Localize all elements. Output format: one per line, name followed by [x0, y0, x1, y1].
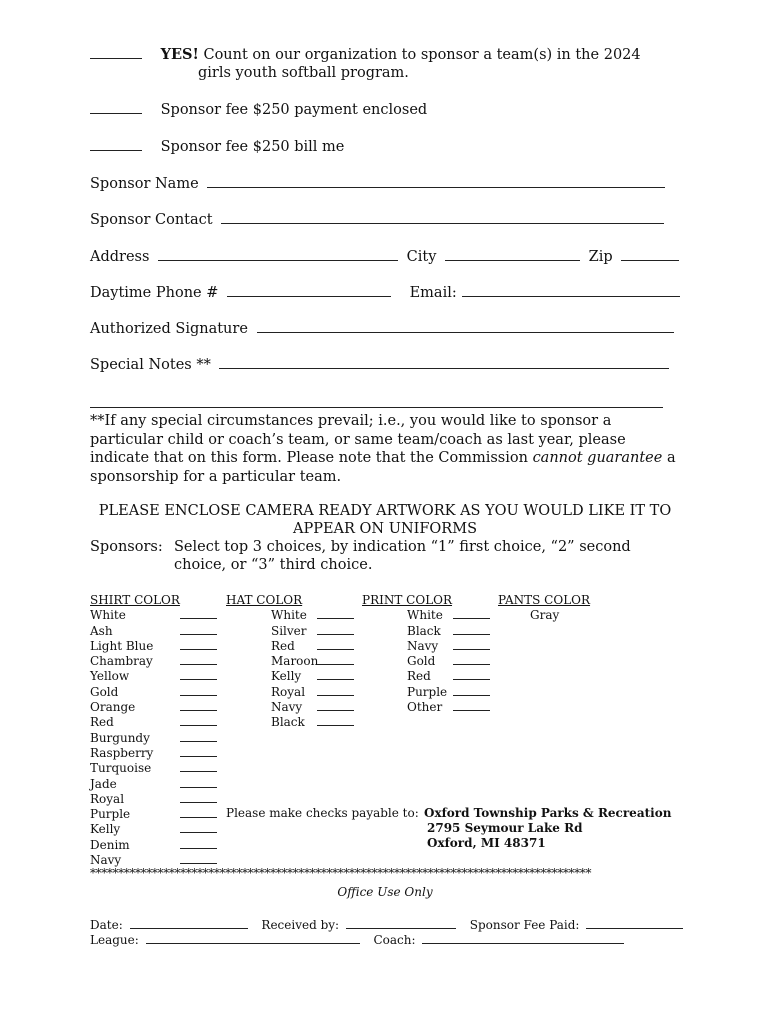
- shirt-color-label: Jade: [90, 776, 117, 791]
- artwork-line1: PLEASE ENCLOSE CAMERA READY ARTWORK AS YOU WOULD LIKE IT TO: [98, 503, 672, 519]
- pants-color-column: [498, 593, 590, 624]
- shirt-color-item: [90, 639, 217, 654]
- yes-label: YES!: [160, 46, 199, 63]
- print-color-label: Black: [407, 623, 441, 638]
- print-color-choice-field[interactable]: [453, 624, 490, 635]
- pants-color-header: PANTS COLOR: [498, 593, 591, 607]
- print-color-label: Other: [407, 700, 443, 715]
- received-field[interactable]: [346, 918, 456, 929]
- phone-row: [90, 284, 680, 301]
- zip-label: Zip: [588, 249, 613, 265]
- hat-color-choice-field[interactable]: [317, 669, 354, 680]
- shirt-color-header: SHIRT COLOR: [90, 593, 180, 607]
- phone-label: Daytime Phone #: [90, 285, 219, 301]
- print-color-item: [407, 685, 490, 700]
- print-color-choice-field[interactable]: [453, 639, 490, 650]
- zip-field[interactable]: [621, 248, 679, 261]
- print-color-label: Navy: [407, 638, 439, 653]
- stars-divider: *****************************************************************************************: [90, 866, 592, 880]
- league-field[interactable]: [146, 933, 360, 944]
- shirt-color-choice-field[interactable]: [180, 838, 217, 849]
- fee-bill-blank[interactable]: [90, 138, 142, 151]
- print-color-item: [407, 700, 490, 715]
- shirt-color-label: Raspberry: [90, 745, 154, 760]
- received-label: Received by:: [261, 918, 340, 932]
- sponsor-contact-field[interactable]: [221, 211, 664, 224]
- shirt-color-choice-field[interactable]: [180, 777, 217, 788]
- shirt-color-choice-field[interactable]: [180, 669, 217, 680]
- shirt-color-item: [90, 731, 217, 746]
- hat-color-item: [271, 685, 354, 700]
- shirt-color-choice-field[interactable]: [180, 746, 217, 757]
- shirt-color-item: [90, 807, 217, 822]
- shirt-color-item: [90, 715, 217, 730]
- hat-color-item: [271, 700, 354, 715]
- shirt-color-choice-field[interactable]: [180, 685, 217, 696]
- payable-street: 2795 Seymour Lake Rd: [427, 821, 583, 835]
- hat-color-label: White: [271, 608, 307, 623]
- date-label: Date:: [90, 918, 123, 932]
- shirt-color-label: Navy: [90, 853, 122, 868]
- print-color-choice-field[interactable]: [453, 669, 490, 680]
- notes-label: Special Notes **: [90, 357, 211, 373]
- shirt-color-label: White: [90, 608, 126, 623]
- artwork-line2: APPEAR ON UNIFORMS: [292, 521, 478, 537]
- hat-color-choice-field[interactable]: [317, 639, 354, 650]
- print-color-label: Purple: [407, 684, 448, 699]
- shirt-color-label: Gold: [90, 684, 119, 699]
- shirt-color-label: Yellow: [90, 669, 130, 684]
- shirt-color-choice-field[interactable]: [180, 639, 217, 650]
- shirt-color-choice-field[interactable]: [180, 624, 217, 635]
- office-row-1: [90, 918, 683, 932]
- shirt-color-choice-field[interactable]: [180, 792, 217, 803]
- shirt-color-item: [90, 608, 217, 623]
- shirt-color-column: [90, 593, 217, 868]
- sponsors-instr-line2: choice, or “3” third choice.: [174, 557, 373, 573]
- shirt-color-choice-field[interactable]: [180, 608, 217, 619]
- sponsor-contact-label: Sponsor Contact: [90, 212, 213, 228]
- fee-paid-field[interactable]: [586, 918, 683, 929]
- shirt-color-choice-field[interactable]: [180, 700, 217, 711]
- office-row-2: [90, 933, 624, 947]
- special-note: [90, 412, 680, 486]
- yes-option: [90, 46, 641, 63]
- print-color-label: Gold: [407, 654, 436, 669]
- signature-label: Authorized Signature: [90, 321, 248, 337]
- address-field[interactable]: [158, 248, 398, 261]
- shirt-color-label: Denim: [90, 837, 130, 852]
- sponsor-name-row: [90, 175, 665, 192]
- print-color-item: [407, 639, 490, 654]
- shirt-color-item: [90, 838, 217, 853]
- yes-text-line2: girls youth softball program.: [198, 65, 409, 81]
- date-field[interactable]: [130, 918, 248, 929]
- signature-row: [90, 320, 674, 337]
- print-color-item: [407, 624, 490, 639]
- note-italic: cannot guarantee: [532, 450, 663, 466]
- payable-name: Oxford Township Parks & Recreation: [424, 806, 672, 820]
- fee-bill-option: [90, 138, 344, 155]
- notes-row: [90, 356, 669, 373]
- print-color-column: [362, 593, 490, 715]
- yes-blank[interactable]: [90, 46, 142, 59]
- print-color-header: PRINT COLOR: [362, 593, 453, 607]
- pants-color-label: Gray: [530, 608, 560, 623]
- hat-color-label: Kelly: [271, 669, 302, 684]
- print-color-item: [407, 669, 490, 684]
- office-use-title: Office Use Only: [337, 885, 433, 899]
- print-color-item: [407, 608, 490, 623]
- fee-bill-label: Sponsor fee $250 bill me: [160, 139, 345, 155]
- hat-color-item: [271, 608, 354, 623]
- hat-color-label: Silver: [271, 623, 307, 638]
- fee-enclosed-option: [90, 101, 427, 118]
- hat-color-choice-field[interactable]: [317, 624, 354, 635]
- note-text-end: a sponsorship for a particular team.: [90, 450, 676, 485]
- league-label: League:: [90, 933, 139, 947]
- shirt-color-choice-field[interactable]: [180, 715, 217, 726]
- hat-color-item: [271, 715, 354, 730]
- fee-enclosed-blank[interactable]: [90, 101, 142, 114]
- hat-color-item: [271, 639, 354, 654]
- shirt-color-choice-field[interactable]: [180, 807, 217, 818]
- print-color-label: White: [407, 608, 443, 623]
- sponsor-name-field[interactable]: [207, 175, 665, 188]
- shirt-color-item: [90, 792, 217, 807]
- email-label: Email:: [409, 285, 457, 301]
- hat-color-header: HAT COLOR: [226, 593, 303, 607]
- shirt-color-label: Royal: [90, 791, 125, 806]
- payable-label: Please make checks payable to:: [226, 806, 419, 820]
- yes-text: Count on our organization to sponsor a team(s) in the 2024: [198, 47, 641, 63]
- city-field[interactable]: [445, 248, 580, 261]
- shirt-color-item: [90, 669, 217, 684]
- payable-city: Oxford, MI 48371: [427, 836, 546, 850]
- shirt-color-item: [90, 654, 217, 669]
- coach-label: Coach:: [373, 933, 416, 947]
- shirt-color-label: Purple: [90, 807, 131, 822]
- hat-color-choice-field[interactable]: [317, 608, 354, 619]
- hat-color-choice-field[interactable]: [317, 700, 354, 711]
- shirt-color-item: [90, 746, 217, 761]
- print-color-item: [407, 654, 490, 669]
- city-label: City: [406, 249, 437, 265]
- email-field[interactable]: [462, 284, 680, 297]
- shirt-color-label: Orange: [90, 700, 136, 715]
- shirt-color-label: Red: [90, 715, 114, 730]
- print-color-choice-field[interactable]: [453, 608, 490, 619]
- shirt-color-choice-field[interactable]: [180, 654, 217, 665]
- address-label: Address: [90, 249, 150, 265]
- shirt-color-item: [90, 761, 217, 776]
- hat-color-label: Navy: [271, 700, 303, 715]
- shirt-color-item: [90, 685, 217, 700]
- sponsor-contact-row: [90, 211, 664, 228]
- notes-field-line2[interactable]: [90, 407, 663, 408]
- fee-enclosed-label: Sponsor fee $250 payment enclosed: [160, 102, 428, 118]
- shirt-color-item: [90, 777, 217, 792]
- hat-color-label: Red: [271, 638, 295, 653]
- shirt-color-choice-field[interactable]: [180, 853, 217, 864]
- hat-color-choice-field[interactable]: [317, 715, 354, 726]
- hat-color-choice-field[interactable]: [317, 685, 354, 696]
- sponsor-name-label: Sponsor Name: [90, 176, 199, 192]
- hat-color-choice-field[interactable]: [317, 654, 354, 665]
- shirt-color-choice-field[interactable]: [180, 761, 217, 772]
- hat-color-column: [226, 593, 354, 731]
- shirt-color-item: [90, 700, 217, 715]
- sponsors-label: Sponsors:: [90, 539, 163, 555]
- coach-field[interactable]: [422, 933, 624, 944]
- hat-color-item: [271, 624, 354, 639]
- print-color-label: Red: [407, 669, 431, 684]
- print-color-choice-field[interactable]: [453, 654, 490, 665]
- shirt-color-choice-field[interactable]: [180, 731, 217, 742]
- hat-color-item: [271, 669, 354, 684]
- print-color-choice-field[interactable]: [453, 700, 490, 711]
- hat-color-label: Royal: [271, 684, 306, 699]
- hat-color-label: Black: [271, 715, 305, 730]
- hat-color-item: [271, 654, 354, 669]
- shirt-color-label: Light Blue: [90, 638, 154, 653]
- signature-field[interactable]: [257, 320, 674, 333]
- phone-field[interactable]: [227, 284, 391, 297]
- shirt-color-label: Kelly: [90, 822, 121, 837]
- sponsors-instr-line1: Select top 3 choices, by indication “1” first choice, “2” second: [174, 539, 631, 555]
- shirt-color-item: [90, 624, 217, 639]
- notes-field[interactable]: [219, 356, 669, 369]
- shirt-color-label: Turquoise: [90, 761, 152, 776]
- fee-paid-label: Sponsor Fee Paid:: [469, 918, 580, 932]
- shirt-color-label: Burgundy: [90, 730, 150, 745]
- print-color-choice-field[interactable]: [453, 685, 490, 696]
- shirt-color-label: Chambray: [90, 654, 153, 669]
- shirt-color-label: Ash: [90, 623, 113, 638]
- shirt-color-item: [90, 822, 217, 837]
- hat-color-label: Maroon: [271, 654, 319, 669]
- note-text: **If any special circumstances prevail; i.e., you would like to sponsor a particular child or coach’s team, or same team/coach as last year, please indicate that on this form. Please note that the Commission: [90, 413, 626, 466]
- address-row: [90, 248, 679, 265]
- shirt-color-choice-field[interactable]: [180, 822, 217, 833]
- pants-color-item: [530, 608, 590, 623]
